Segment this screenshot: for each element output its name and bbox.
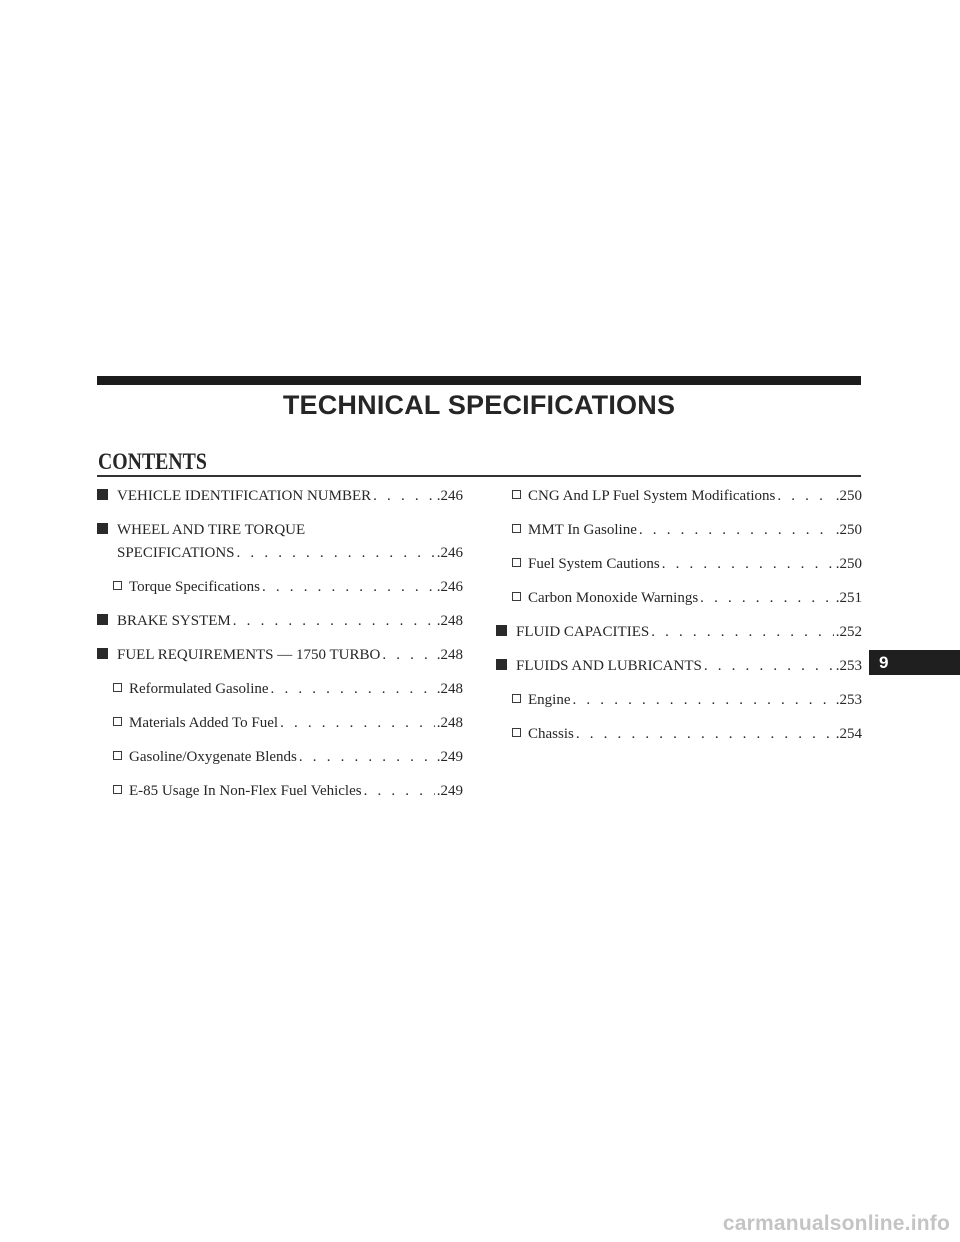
- toc-entry-label: Materials Added To Fuel: [129, 715, 279, 731]
- leader-dots: [262, 573, 435, 601]
- toc-entry-page: .254: [835, 726, 862, 742]
- toc-entry-label: Torque Specifications: [129, 579, 260, 595]
- toc-entry-page: .246: [436, 488, 463, 504]
- leader-dots: [233, 607, 435, 635]
- hollow-square-bullet-icon: [113, 683, 122, 692]
- leader-dots: [280, 709, 435, 737]
- filled-square-bullet-icon: [97, 523, 108, 534]
- chapter-title: TECHNICAL SPECIFICATIONS: [282, 390, 676, 420]
- leader-dots: [382, 641, 434, 669]
- toc-entry-label: E-85 Usage In Non-Flex Fuel Vehicles: [129, 783, 362, 799]
- toc-entry-label: Carbon Monoxide Warnings: [528, 590, 699, 606]
- toc-entry-page: .248: [436, 647, 463, 663]
- toc-entry-page: .253: [835, 692, 862, 708]
- toc-entry-fluid-capacities[interactable]: [496, 618, 862, 646]
- toc-entry-page: .246: [436, 545, 463, 561]
- toc-entry-page: .248: [436, 681, 463, 697]
- filled-square-bullet-icon: [496, 625, 507, 636]
- toc-entry-fuel-system-cautions[interactable]: [496, 550, 862, 578]
- toc-entry-label: WHEEL AND TIRE TORQUE: [117, 522, 306, 538]
- leader-dots: [271, 675, 435, 703]
- filled-square-bullet-icon: [97, 489, 108, 500]
- leader-dots: [237, 539, 435, 567]
- toc-entry-page: .248: [436, 613, 463, 629]
- leader-dots: [651, 618, 834, 646]
- hollow-square-bullet-icon: [512, 558, 521, 567]
- toc-entry-carbon-monoxide-warnings[interactable]: [496, 584, 862, 612]
- hollow-square-bullet-icon: [512, 694, 521, 703]
- toc-entry-vehicle-identification-number[interactable]: [97, 482, 463, 510]
- toc-entry-page: .253: [835, 658, 862, 674]
- toc-entry-label: MMT In Gasoline: [528, 522, 637, 538]
- toc-entry-page: .249: [436, 749, 463, 765]
- hollow-square-bullet-icon: [512, 524, 521, 533]
- filled-square-bullet-icon: [97, 614, 108, 625]
- toc-entry-torque-specifications[interactable]: [97, 573, 463, 601]
- top-rule: [97, 376, 861, 385]
- toc-entry-page: .249: [436, 783, 463, 799]
- leader-dots: [299, 743, 435, 771]
- hollow-square-bullet-icon: [113, 785, 122, 794]
- leader-dots: [700, 584, 834, 612]
- toc-entry-page: .251: [835, 590, 862, 606]
- watermark-text: carmanualsonline.info: [722, 1212, 950, 1235]
- toc-entry-page: .246: [436, 579, 463, 595]
- toc-entry-label: FUEL REQUIREMENTS — 1750 TURBO: [117, 647, 381, 663]
- hollow-square-bullet-icon: [512, 728, 521, 737]
- toc-entry-page: .252: [835, 624, 862, 640]
- hollow-square-bullet-icon: [512, 592, 521, 601]
- chapter-tab: 9: [869, 650, 960, 675]
- toc-entry-engine[interactable]: [496, 686, 862, 714]
- hollow-square-bullet-icon: [113, 717, 122, 726]
- toc-right-column: [496, 482, 862, 748]
- toc-entry-label: Engine: [528, 692, 571, 708]
- toc-entry-label: Fuel System Cautions: [528, 556, 660, 572]
- toc-entry-reformulated-gasoline[interactable]: [97, 675, 463, 703]
- hollow-square-bullet-icon: [512, 490, 521, 499]
- toc-entry-label: FLUIDS AND LUBRICANTS: [516, 658, 702, 674]
- toc-entry-materials-added-to-fuel[interactable]: [97, 709, 463, 737]
- leader-dots: [704, 652, 834, 680]
- toc-entry-gasoline-oxygenate-blends[interactable]: [97, 743, 463, 771]
- leader-dots: [373, 482, 435, 510]
- leader-dots: [639, 516, 834, 544]
- toc-entry-page: .250: [835, 556, 862, 572]
- toc-entry-fluids-and-lubricants[interactable]: [496, 652, 862, 680]
- hollow-square-bullet-icon: [113, 751, 122, 760]
- leader-dots: [364, 777, 435, 805]
- toc-entry-e85-usage[interactable]: [97, 777, 463, 805]
- toc-entry-page: .250: [835, 522, 862, 538]
- toc-entry-label: VEHICLE IDENTIFICATION NUMBER: [117, 488, 372, 504]
- toc-entry-chassis[interactable]: [496, 720, 862, 748]
- toc-entry-cng-lp-fuel[interactable]: [496, 482, 862, 510]
- toc-entry-brake-system[interactable]: [97, 607, 463, 635]
- contents-rule: [97, 475, 861, 477]
- toc-entry-label: BRAKE SYSTEM: [117, 613, 231, 629]
- toc-entry-label: Reformulated Gasoline: [129, 681, 269, 697]
- filled-square-bullet-icon: [496, 659, 507, 670]
- toc-entry-page: .250: [835, 488, 862, 504]
- leader-dots: [662, 550, 834, 578]
- toc-entry-label: FLUID CAPACITIES: [516, 624, 650, 640]
- hollow-square-bullet-icon: [113, 581, 122, 590]
- leader-dots: [573, 686, 834, 714]
- toc-entry-wheel-tire-torque-specifications[interactable]: [97, 539, 463, 567]
- toc-entry-page: .248: [436, 715, 463, 731]
- filled-square-bullet-icon: [97, 648, 108, 659]
- leader-dots: [576, 720, 834, 748]
- toc-entry-label: Gasoline/Oxygenate Blends: [129, 749, 297, 765]
- toc-entry-fuel-requirements[interactable]: [97, 641, 463, 669]
- contents-heading: CONTENTS: [98, 449, 207, 474]
- toc-entry-label: Chassis: [528, 726, 574, 742]
- toc-entry-mmt-in-gasoline[interactable]: [496, 516, 862, 544]
- toc-left-column: [97, 482, 463, 805]
- toc-entry-label: SPECIFICATIONS: [117, 545, 235, 561]
- leader-dots: [777, 482, 833, 510]
- toc-entry-label: CNG And LP Fuel System Modifications: [528, 488, 776, 504]
